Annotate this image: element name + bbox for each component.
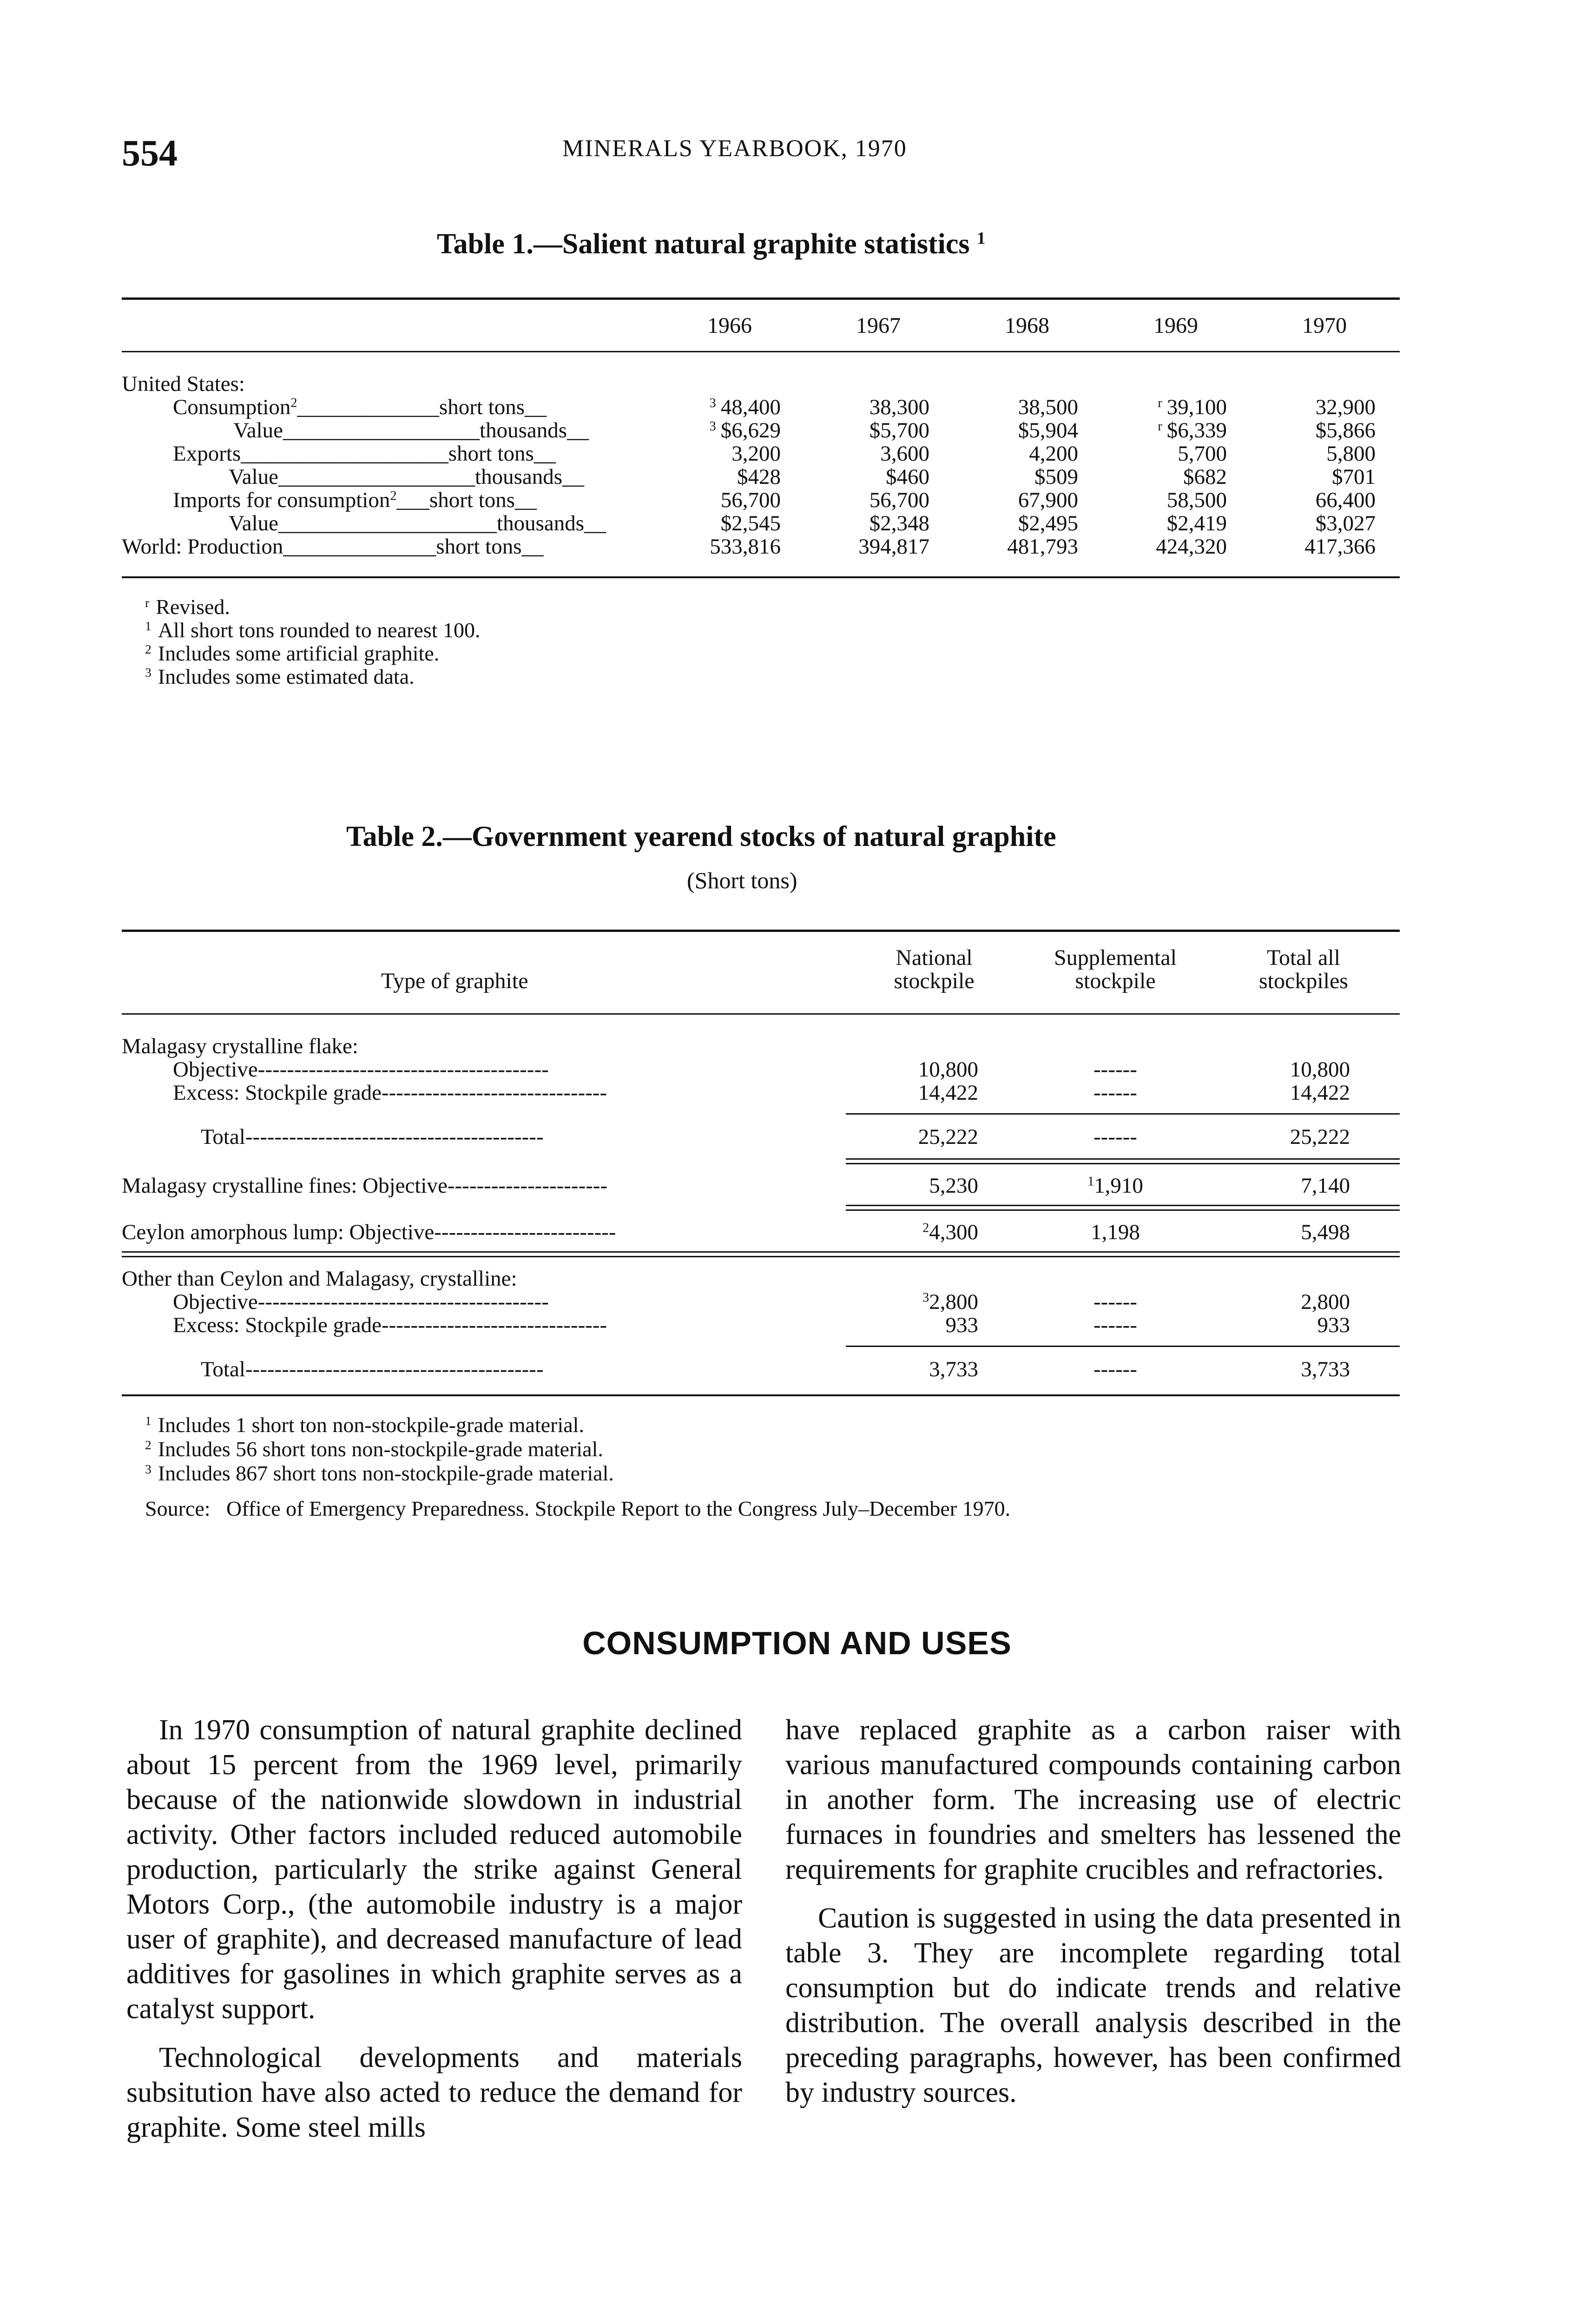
table1-value-cell (957, 488, 1078, 512)
table1-value-cell (1106, 511, 1227, 535)
table1-value-note: r (1158, 419, 1162, 434)
g1-total-label (201, 1125, 544, 1149)
table1-row-label-note: 2 (290, 396, 297, 410)
footnote-mark: r (145, 595, 150, 610)
footnote-text: All short tons rounded to nearest 100. (158, 618, 481, 642)
leader-dots: ---------------------------------------- (257, 1290, 549, 1314)
table1-value-note: 3 (709, 396, 716, 410)
g4-heading: Other than Ceylon and Malagasy, crystalline: (122, 1267, 517, 1291)
table1-year-0: 1966 (707, 313, 752, 338)
table1-value-cell (809, 465, 929, 489)
table1-value: 3,200 (731, 442, 781, 466)
body-right-paragraph-2: Caution is suggested in using the data presented in table 3. They are incomplete regarding total consumption but do indicate trends and relative distribution. The overall analysis described in the preceding paragraphs, however, has been confirmed by industry sources. (785, 1902, 1401, 2108)
g4-excess-label-text: Excess: Stockpile grade (173, 1313, 382, 1337)
g4-subtotal-rule (846, 1346, 1400, 1347)
table1-value-cell (1106, 442, 1227, 466)
table1-row-unit: short tons (439, 395, 525, 419)
g2-supplemental-note: 1 (1087, 1174, 1094, 1189)
table1-value-cell (1106, 488, 1227, 512)
table2-header-rule (122, 1013, 1400, 1015)
table1-value: 38,500 (1018, 395, 1078, 419)
table1-value-cell (1255, 442, 1376, 466)
g1-excess-supplemental: ------ (1093, 1081, 1137, 1105)
g3-label (122, 1220, 616, 1244)
g2-national: 5,230 (929, 1174, 978, 1198)
table1-value: 38,300 (869, 395, 929, 419)
g3-total: 5,498 (1301, 1220, 1350, 1244)
table1-value-cell (1106, 418, 1227, 442)
table1-value-cell (809, 418, 929, 442)
table2-subtitle: (Short tons) (687, 867, 797, 893)
table1-value: $460 (886, 465, 929, 489)
leader-dots: ----------------------------------------- (245, 1125, 544, 1149)
table1-row-label (233, 418, 589, 442)
table1-year-2: 1968 (1005, 313, 1049, 338)
table1-value: 4,200 (1029, 442, 1078, 466)
table1-value: 533,816 (710, 535, 781, 559)
table1-value: $428 (737, 465, 781, 489)
table1-row-label (122, 535, 544, 559)
g3-national-value: 4,300 (929, 1220, 978, 1244)
g4-total-total: 3,733 (1301, 1357, 1350, 1381)
footnote-mark: 1 (145, 1413, 151, 1428)
body-left-column (126, 1713, 742, 2159)
footnote-text: Revised. (156, 595, 230, 619)
g1-heading: Malagasy crystalline flake: (122, 1034, 358, 1058)
col-total-header-2: stockpiles (1259, 969, 1348, 993)
g4-objective-label-text: Objective (173, 1290, 258, 1314)
leader-dots: ____________________ (278, 511, 497, 535)
table1-value-cell (660, 395, 781, 419)
table1-row-unit: thousands (497, 511, 585, 535)
leader-dots: __ (534, 442, 556, 466)
leader-dots: __ (584, 511, 606, 535)
g1-subtotal-rule (846, 1113, 1400, 1115)
table1-value: $3,027 (1315, 511, 1376, 535)
g4-total-national: 3,733 (929, 1357, 978, 1381)
g2-total: 7,140 (1301, 1174, 1350, 1198)
table1-row-label (122, 372, 245, 396)
table1-value-cell (957, 395, 1078, 419)
table1-value-cell (660, 418, 781, 442)
source-text: Office of Emergency Preparedness. Stockpile Report to the Congress July–December 1970. (226, 1497, 1011, 1520)
table1-value: 32,900 (1315, 395, 1376, 419)
table1-value: 66,400 (1315, 488, 1376, 512)
table1-value: $2,419 (1166, 511, 1227, 535)
g3-national-note: 2 (922, 1221, 929, 1235)
g1-excess-national: 14,422 (918, 1081, 978, 1105)
leader-dots: ---------------------- (447, 1174, 608, 1198)
table1-value: 67,900 (1018, 488, 1078, 512)
g2-label-text: Malagasy crystalline fines: Objective (122, 1174, 448, 1198)
leader-dots: ------------------------- (434, 1220, 616, 1244)
table1-year-1: 1967 (856, 313, 901, 338)
table1-value: 5,700 (1178, 442, 1227, 466)
table1-value: 481,793 (1007, 535, 1078, 559)
table2-bottom-rule (122, 1394, 1400, 1396)
col-total-header-1: Total all (1267, 945, 1340, 970)
g3-double-rule-a (122, 1251, 1400, 1253)
g1-total-national: 25,222 (918, 1125, 978, 1149)
table1-value-cell (1255, 488, 1376, 512)
table1-value: $2,495 (1018, 511, 1078, 535)
leader-dots: __ (562, 465, 585, 489)
leader-dots: __ (525, 395, 547, 419)
table1-value-cell (1255, 395, 1376, 419)
footnote-text: Includes some estimated data. (158, 665, 415, 688)
footnote-mark: 3 (145, 1461, 151, 1476)
footnote-mark: 2 (145, 1437, 151, 1452)
table1-value: 56,700 (869, 488, 929, 512)
table1-value-cell (809, 395, 929, 419)
table1-row-label (229, 465, 584, 489)
table1-value: 424,320 (1156, 535, 1227, 559)
table1-row-unit: thousands (480, 418, 567, 442)
table1-row-label-text: Value (233, 418, 283, 442)
table1-value-cell (809, 535, 929, 559)
table1-year-4: 1970 (1302, 313, 1347, 338)
body-right-paragraph-1: have replaced graphite as a carbon raiser with various manufactured compounds containing carbon in another form. The increasing use of electric furnaces in foundries and smelters has lessened the requirements for graphite crucibles and refractories. (785, 1714, 1401, 1885)
g1-excess-label-text: Excess: Stockpile grade (173, 1081, 382, 1105)
g2-double-rule-b (846, 1209, 1400, 1211)
col-national-header-2: stockpile (894, 969, 975, 993)
table1-footnote (145, 618, 481, 642)
page-number: 554 (122, 133, 178, 174)
g1-objective-national: 10,800 (918, 1057, 978, 1082)
g3-supplemental: 1,198 (1091, 1220, 1140, 1244)
g4-objective-national (846, 1290, 978, 1314)
table1-row-label (173, 395, 547, 419)
table1-row-unit: thousands (475, 465, 563, 489)
leader-dots: ___ (396, 488, 429, 512)
table1-value: $509 (1034, 465, 1078, 489)
table1-value-cell (1106, 465, 1227, 489)
table2-source (145, 1497, 1010, 1521)
table1-footnote (145, 665, 415, 689)
table1-row-label-text: Value (229, 511, 279, 535)
table1-value-cell (809, 442, 929, 466)
table1-row-label (229, 511, 606, 535)
table1-value: 3,600 (880, 442, 929, 466)
g1-excess-label (173, 1081, 607, 1105)
g4-total-label (201, 1357, 544, 1381)
table1-value-cell (660, 535, 781, 559)
leader-dots: __________________ (278, 465, 475, 489)
table1-row-label-text: United States: (122, 372, 245, 396)
table1-value: $6,629 (720, 418, 781, 442)
table1-row-label-text: Value (229, 465, 279, 489)
table1-caption-text: Table 1.—Salient natural graphite statistics (437, 228, 970, 260)
table1-value-cell (660, 465, 781, 489)
g1-objective-total: 10,800 (1290, 1057, 1350, 1082)
g1-total-supplemental: ------ (1093, 1125, 1137, 1149)
table1-value: $682 (1183, 465, 1227, 489)
table1-row-label-text: Imports for consumption (173, 488, 390, 512)
table1-row-label-text: Consumption (173, 395, 291, 419)
table1-value: 58,500 (1166, 488, 1227, 512)
leader-dots: ----------------------------------------- (245, 1357, 544, 1381)
body-left-paragraph-1: In 1970 consumption of natural graphite declined about 15 percent from the 1969 level, primarily because of the nationwide slowdown in industrial activity. Other factors included reduced automobile production, particularly the strike against General Motors Corp., (the automobile industry is a major user of graphite), and decreased manufacture of lead additives for gasolines in which graphite serves as a catalyst support. (126, 1714, 742, 2025)
g1-total-label-text: Total (201, 1125, 245, 1149)
table1-value: $5,904 (1018, 418, 1078, 442)
table1-row-label-note: 2 (390, 489, 397, 503)
table1-footnote (145, 641, 439, 666)
g4-excess-national: 933 (945, 1313, 978, 1337)
table1-value-cell (1255, 465, 1376, 489)
g2-supplemental (1022, 1174, 1208, 1198)
g1-objective-supplemental: ------ (1093, 1057, 1137, 1082)
table1-value-cell (957, 442, 1078, 466)
g1-double-rule-a (846, 1158, 1400, 1160)
table1-value-cell (809, 511, 929, 535)
source-label: Source: (145, 1497, 211, 1520)
g2-supplemental-value: 1,910 (1094, 1174, 1143, 1198)
table1-value: $5,700 (869, 418, 929, 442)
table1-value-cell (957, 465, 1078, 489)
table1-value: $6,339 (1166, 418, 1227, 442)
table1-row-label (173, 442, 556, 466)
table2-footnote (145, 1413, 584, 1437)
g1-objective-label (173, 1057, 549, 1082)
table1-value-note: r (1158, 396, 1162, 410)
table1-row-unit: short tons (436, 535, 522, 559)
footnote-mark: 1 (145, 618, 151, 633)
table1-value-cell (1255, 418, 1376, 442)
table1-value: 394,817 (858, 535, 929, 559)
col-type-header: Type of graphite (381, 969, 528, 993)
leader-dots: ------------------------------- (381, 1313, 607, 1337)
footnote-text: Includes 1 short ton non-stockpile-grade material. (158, 1413, 584, 1437)
table2-footnote (145, 1461, 614, 1486)
leader-dots: __ (567, 418, 589, 442)
table1-value-cell (660, 442, 781, 466)
g1-excess-total: 14,422 (1290, 1081, 1350, 1105)
g4-objective-national-value: 2,800 (929, 1290, 978, 1314)
table1-row-unit: short tons (448, 442, 534, 466)
col-national-header-1: National (896, 945, 973, 970)
leader-dots: ______________ (283, 535, 436, 559)
table1-value: 5,800 (1326, 442, 1376, 466)
g4-objective-total: 2,800 (1301, 1290, 1350, 1314)
g4-excess-total: 933 (1317, 1313, 1350, 1337)
footnote-text: Includes some artificial graphite. (158, 641, 440, 665)
table2-top-rule (122, 930, 1400, 932)
table1-row-unit: short tons (429, 488, 515, 512)
leader-dots: __ (515, 488, 537, 512)
table1-value: $2,545 (720, 511, 781, 535)
footnote-mark: 3 (145, 665, 151, 680)
g4-total-label-text: Total (201, 1357, 245, 1381)
footnote-text: Includes 867 short tons non-stockpile-grade material. (158, 1461, 614, 1485)
table1-value-cell (957, 418, 1078, 442)
table1-value-cell (957, 511, 1078, 535)
g4-total-supplemental: ------ (1093, 1357, 1137, 1381)
table1-value: 48,400 (720, 395, 781, 419)
section-title: CONSUMPTION AND USES (582, 1625, 1012, 1661)
table1-caption-note: 1 (977, 229, 986, 248)
table1-row-label-text: Exports (173, 442, 241, 466)
g3-national (846, 1220, 978, 1244)
table1-bottom-rule (122, 576, 1400, 578)
g3-label-text: Ceylon amorphous lump: Objective (122, 1220, 435, 1244)
g4-objective-national-note: 3 (922, 1290, 929, 1305)
table1-row-label (173, 488, 537, 512)
table1-value-cell (1106, 395, 1227, 419)
table1-row-label-text: World: Production (122, 535, 283, 559)
table1-value-note: 3 (709, 419, 716, 434)
running-title: MINERALS YEARBOOK, 1970 (562, 135, 907, 162)
g1-objective-label-text: Objective (173, 1057, 258, 1082)
g4-objective-supplemental: ------ (1093, 1290, 1137, 1314)
table2-caption: Table 2.—Government yearend stocks of natural graphite (346, 821, 1056, 852)
table1-value: $5,866 (1315, 418, 1376, 442)
body-left-paragraph-2: Technological developments and materials subsitution have also acted to reduce the demand for graphite. Some steel mills (126, 2042, 742, 2143)
table1-value-cell (1255, 511, 1376, 535)
g4-objective-label (173, 1290, 549, 1314)
table1-value: 39,100 (1166, 395, 1227, 419)
table1-value-cell (957, 535, 1078, 559)
table2-footnote (145, 1437, 603, 1461)
g3-double-rule-b (122, 1256, 1400, 1257)
col-supplemental-header-2: stockpile (1075, 969, 1156, 993)
g1-total-total: 25,222 (1290, 1125, 1350, 1149)
leader-dots: __________________ (283, 418, 480, 442)
g1-double-rule-b (846, 1163, 1400, 1164)
g4-excess-supplemental: ------ (1093, 1313, 1137, 1337)
footnote-text: Includes 56 short tons non-stockpile-grade material. (158, 1437, 603, 1461)
table1-value: $2,348 (869, 511, 929, 535)
leader-dots: ------------------------------- (381, 1081, 607, 1105)
table1-value-cell (660, 488, 781, 512)
col-supplemental-header-1: Supplemental (1054, 945, 1177, 970)
table1-caption (437, 228, 986, 261)
leader-dots: __ (521, 535, 544, 559)
table1-value: 56,700 (720, 488, 781, 512)
table1-value-cell (1255, 535, 1376, 559)
table1-value: 417,366 (1304, 535, 1376, 559)
table1-value-cell (809, 488, 929, 512)
table1-value-cell (1106, 535, 1227, 559)
leader-dots: ---------------------------------------- (257, 1057, 549, 1082)
g2-double-rule-a (846, 1205, 1400, 1206)
leader-dots: _____________ (297, 395, 439, 419)
body-right-column (785, 1713, 1401, 2124)
table1-value: $701 (1332, 465, 1376, 489)
table1-value-cell (660, 511, 781, 535)
g2-label (122, 1174, 607, 1198)
footnote-mark: 2 (145, 641, 151, 656)
leader-dots: ___________________ (241, 442, 448, 466)
table1-year-3: 1969 (1153, 313, 1198, 338)
g4-excess-label (173, 1313, 607, 1337)
table1-top-rule (122, 297, 1400, 300)
table1-header-rule (122, 351, 1400, 352)
table1-footnote (145, 595, 230, 619)
